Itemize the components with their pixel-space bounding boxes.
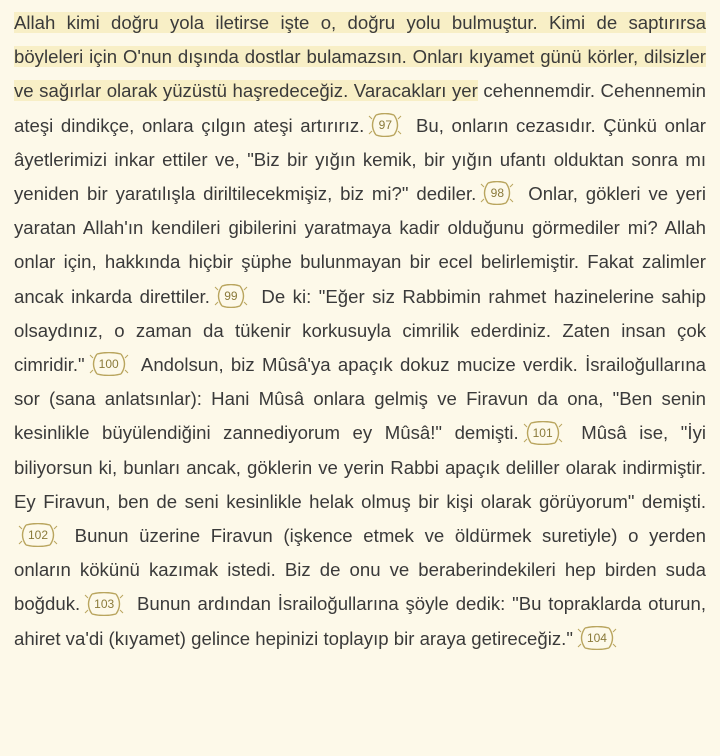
verse-number: 102 <box>27 528 49 543</box>
verse-number-marker-100[interactable] <box>89 352 129 376</box>
verse-text-102[interactable]: Mûsâ ise, "İyi biliyorsun ki, bunları ancak, göklerin ve yerin Rabbi apaçık deliller olarak indirmiştir. Ey Firavun, ben de seni kesinlikle helak olmuş bir kişi olarak görüyorum" demişti. <box>14 422 706 512</box>
verse-number-marker-97[interactable] <box>368 113 402 137</box>
verse-number: 100 <box>98 357 119 372</box>
verse-number-marker-99[interactable] <box>214 284 248 308</box>
verse-text-100[interactable]: De ki: "Eğer siz Rabbimin rahmet hazinelerine sahip olsaydınız, o zaman da tükenir korkusuyla cimrilik ederdiniz. Zaten insan çok cimridir." <box>14 285 706 376</box>
verse-text-block <box>14 6 706 656</box>
verse-text-104[interactable]: Bunun ardından İsrailoğullarına şöyle dedik: "Bu topraklarda oturun, ahiret va'di (kıyamet) gelince hepinizi toplayıp bir araya getireceğiz." <box>14 593 706 649</box>
verse-number-marker-104[interactable] <box>577 626 617 650</box>
verse-text-101[interactable]: Andolsun, biz Mûsâ'ya apaçık dokuz mucize verdik. İsrailoğullarına sor (sana anlatsınlar): Hani Mûsâ onlara gelmiş ve Firavun da ona, "Ben senin kesinlikle büyülendiğini zannediyorum ey Mûsâ!" demişti. <box>14 354 706 444</box>
verse-number: 103 <box>94 596 115 611</box>
verse-number-marker-103[interactable] <box>84 592 124 616</box>
verse-number: 98 <box>490 186 504 201</box>
highlighted-verse-text[interactable]: Allah kimi doğru yola iletirse işte o, doğru yolu bulmuştur. Kimi de saptırırsa böyleleri için O'nun dışında dostlar bulamazsın. Onları kıyamet günü körler, dilsizler ve sağırlar olarak yüzüstü haşredeceğiz. Varacakları yer <box>14 12 706 102</box>
verse-number-marker-101[interactable] <box>523 421 563 445</box>
verse-number: 101 <box>532 425 553 440</box>
verse-number-marker-102[interactable] <box>18 523 58 547</box>
verse-text-98[interactable]: Bu, onların cezasıdır. Çünkü onlar âyetlerimizi inkar ettiler ve, "Biz bir yığın kemik, bir yığın ufantı olduktan sonra mı yeniden bir yaratılışla diriltilecekmişiz, biz mi?" dediler. <box>14 114 706 205</box>
verse-text-97-end[interactable]: cehennemdir. Cehennemin ateşi dindikçe, onlara çılgın ateşi artırırız. <box>14 80 706 136</box>
verse-number: 99 <box>224 288 238 303</box>
verse-text-99[interactable]: Onlar, gökleri ve yeri yaratan Allah'ın kendileri gibilerini yaratmaya kadir olduğunu görmediler mi? Allah onlar için, hakkında hiçbir şüphe bulunmayan bir ecel belirlemiştir. Fakat zalimler ancak inkarda direttiler. <box>14 183 706 307</box>
verse-number: 97 <box>378 117 392 132</box>
verse-text-103[interactable]: Bunun üzerine Firavun (işkence etmek ve öldürmek suretiyle) o yerden onların kökünü kazımak istedi. Biz de onu ve beraberindekileri hep birden suda boğduk. <box>14 525 706 615</box>
verse-number: 104 <box>586 630 607 645</box>
verse-number-marker-98[interactable] <box>480 181 514 205</box>
